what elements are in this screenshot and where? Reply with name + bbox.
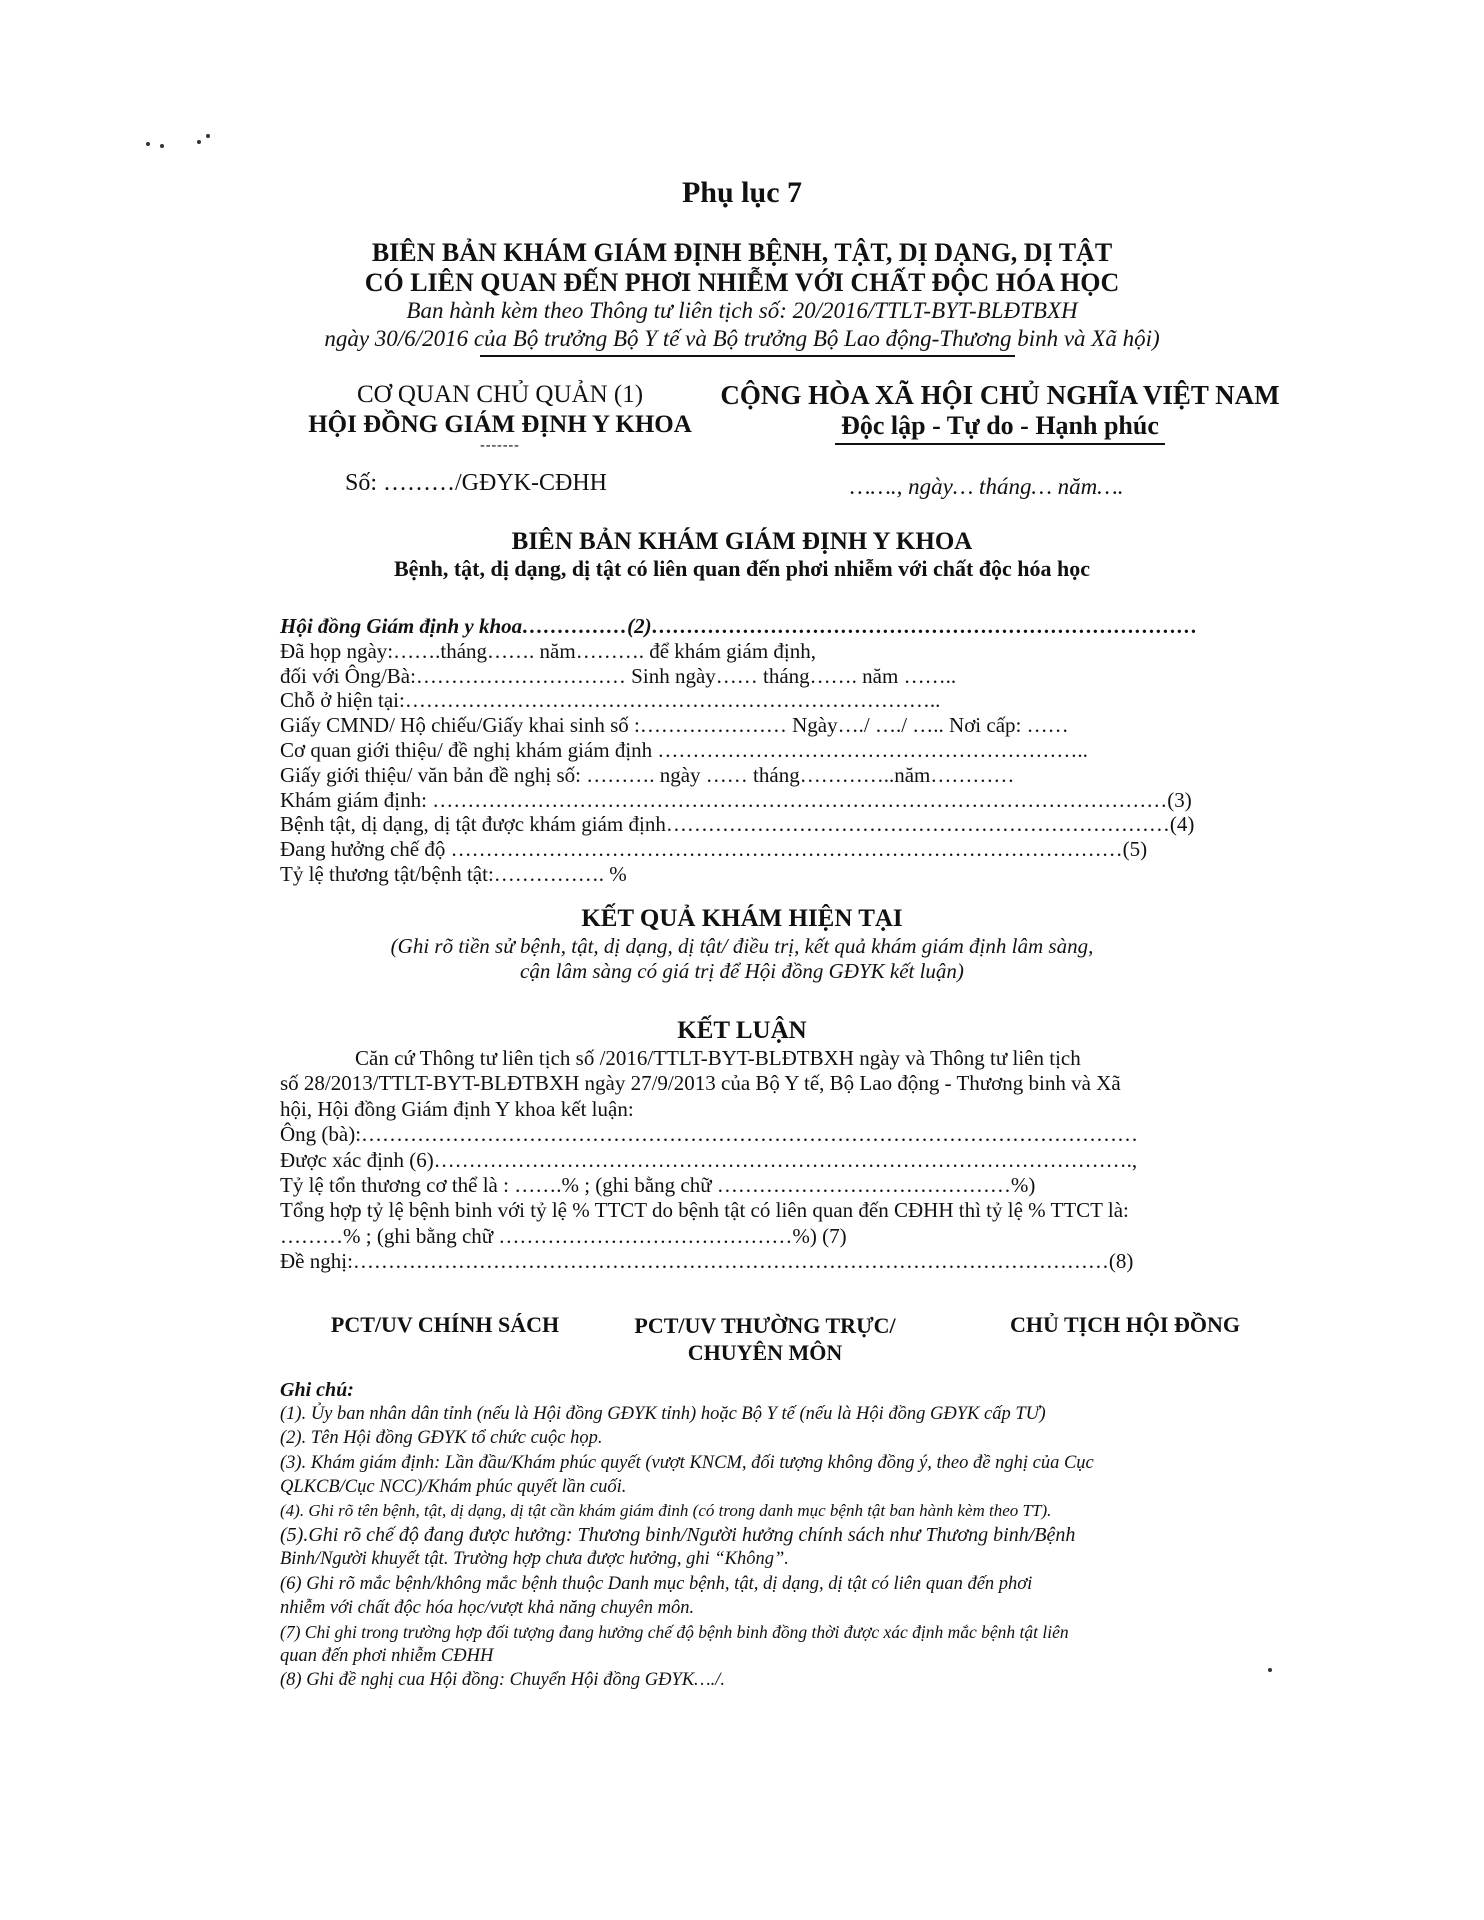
- signature-chairman: CHỦ TỊCH HỘI ĐỒNG: [1009, 1312, 1240, 1337]
- note-item: nhiễm với chất độc hóa học/vượt khả năng chuyên môn.: [280, 1597, 695, 1618]
- current-result-note-line1: (Ghi rõ tiền sử bệnh, tật, dị dạng, dị tật/ điều trị, kết quả khám giám định lâm sàng,: [390, 934, 1094, 958]
- note-item: (3). Khám giám định: Lần đầu/Khám phúc quyết (vượt KNCM, đối tượng không đồng ý, theo đề nghị của Cục: [280, 1452, 1094, 1473]
- scan-speck: [146, 142, 150, 146]
- conclusion-line: hội, Hội đồng Giám định Y khoa kết luận:: [280, 1096, 634, 1121]
- heading-divider: -------: [480, 438, 520, 453]
- conclusion-body-damage-rate: Tỷ lệ tổn thương cơ thể là : …….% ; (ghi bằng chữ ……………………………………%): [280, 1173, 1036, 1198]
- signature-policy: PCT/UV CHÍNH SÁCH: [330, 1312, 560, 1337]
- main-title-line2: CÓ LIÊN QUAN ĐẾN PHƠI NHIỄM VỚI CHẤT ĐỘC HÓA HỌC: [364, 268, 1120, 297]
- current-result-title: KẾT QUẢ KHÁM HIỆN TẠI: [581, 905, 903, 932]
- signature-standing-line1: PCT/UV THƯỜNG TRỰC/: [634, 1313, 896, 1338]
- signature-standing-line2: CHUYÊN MÔN: [687, 1340, 843, 1365]
- conclusion-body: [280, 1046, 1240, 1275]
- notes-section: [280, 1378, 1240, 1693]
- appendix-title: Phụ lục 7: [681, 176, 803, 209]
- note-item: QLKCB/Cục NCC)/Khám phúc quyết lần cuối.: [280, 1476, 627, 1497]
- note-item: quan đến phơi nhiễm CĐHH: [280, 1646, 494, 1667]
- current-result-note: [0, 934, 1484, 984]
- note-item: Binh/Người khuyết tật. Trường hợp chưa được hưởng, ghi “Không”.: [280, 1549, 789, 1570]
- right-heading: [700, 380, 1300, 445]
- notes-title: Ghi chú:: [280, 1379, 354, 1401]
- note-item: (5).Ghi rõ chế độ đang được hưởng: Thương binh/Người hưởng chính sách như Thương binh/Bệnh: [280, 1524, 1076, 1547]
- form-field-person: đối với Ông/Bà:………………………… Sinh ngày…… tháng……. năm ……..: [280, 663, 957, 688]
- signature-standing: [600, 1312, 930, 1366]
- conclusion-title: KẾT LUẬN: [677, 1017, 807, 1044]
- document-number: Số: ………/GĐYK-CĐHH: [345, 470, 608, 496]
- national-motto: Độc lập - Tự do - Hạnh phúc: [835, 411, 1165, 445]
- form-field-conditions: Bệnh tật, dị dạng, dị tật được khám giám định………………………………………………………………(4): [280, 812, 1195, 837]
- form-field-benefit: Đang hưởng chế độ ……………………………………………………………………………………(5): [280, 837, 1148, 862]
- form-field-injury-rate: Tỷ lệ thương tật/bệnh tật:……………. %: [280, 861, 627, 886]
- note-item: (1). Ủy ban nhân dân tỉnh (nếu là Hội đồng GĐYK tỉnh) hoặc Bộ Y tế (nếu là Hội đồng GĐYK cấp TƯ): [280, 1404, 1046, 1425]
- conclusion-line: số 28/2013/TTLT-BYT-BLĐTBXH ngày 27/9/2013 của Bộ Y tế, Bộ Lao động - Thương binh và Xã: [280, 1071, 1121, 1096]
- form-field-meeting-date: Đã họp ngày:…….tháng……. năm………. để khám giám định,: [280, 638, 817, 663]
- council-name: HỘI ĐỒNG GIÁM ĐỊNH Y KHOA: [308, 411, 692, 438]
- note-item: (8) Ghi đề nghị cua Hội đồng: Chuyển Hội đồng GĐYK…./.: [280, 1670, 725, 1691]
- form-field-id-document: Giấy CMND/ Hộ chiếu/Giấy khai sinh số :………………… Ngày…./ …./ ….. Nơi cấp: ……: [280, 713, 1069, 738]
- scan-speck: [206, 134, 210, 138]
- form-fields: [280, 614, 1240, 887]
- note-item: (4). Ghi rõ tên bệnh, tật, dị dạng, dị tật cần khám giám đinh (có trong danh mục bệnh tật ban hành kèm theo TT).: [280, 1501, 1052, 1521]
- main-title-line1: BIÊN BẢN KHÁM GIÁM ĐỊNH BỆNH, TẬT, DỊ DẠNG, DỊ TẬT: [371, 238, 1113, 267]
- note-item: (2). Tên Hội đồng GĐYK tổ chức cuộc họp.: [280, 1428, 603, 1449]
- conclusion-person: Ông (bà):…………………………………………………………………………………………………: [280, 1122, 1139, 1147]
- left-heading: [280, 380, 720, 440]
- record-title: BIÊN BẢN KHÁM GIÁM ĐỊNH Y KHOA: [511, 528, 973, 555]
- conclusion-determined: Được xác định (6)……………………………………………………………………………………….,: [280, 1147, 1138, 1172]
- conclusion-combined-rate: Tổng hợp tỷ lệ bệnh binh với tỷ lệ % TTCT do bệnh tật có liên quan đến CĐHH thì tỷ lệ % TTCT là:: [280, 1198, 1129, 1223]
- agency-name: CƠ QUAN CHỦ QUẢN (1): [356, 381, 644, 408]
- issued-line2: ngày 30/6/2016 của Bộ trưởng Bộ Y tế và Bộ trưởng Bộ Lao động-Thương binh và Xã hội): [324, 326, 1160, 351]
- issued-line1: Ban hành kèm theo Thông tư liên tịch số: 20/2016/TTLT-BYT-BLĐTBXH: [406, 298, 1078, 323]
- conclusion-recommendation: Đề nghị:………………………………………………………………………………………………(8): [280, 1249, 1134, 1274]
- conclusion-combined-rate-value: ………% ; (ghi bằng chữ ……………………………………%) (7): [280, 1223, 847, 1248]
- divider-line: [480, 355, 1015, 357]
- form-field-council: Hội đồng Giám định y khoa……………(2)……………………………………………………………………: [280, 614, 1198, 638]
- scan-speck: [1268, 1668, 1272, 1672]
- note-item: (6) Ghi rõ mắc bệnh/không mắc bệnh thuộc Danh mục bệnh, tật, dị dạng, dị tật có liên quan đến phơi: [280, 1573, 1033, 1594]
- country-name: CỘNG HÒA XÃ HỘI CHỦ NGHĨA VIỆT NAM: [720, 380, 1280, 410]
- note-item: (7) Chỉ ghi trong trường hợp đối tượng đang hưởng chế độ bệnh binh đồng thời được xác định mắc bệnh tật liên: [280, 1622, 1069, 1643]
- form-field-referral-letter: Giấy giới thiệu/ văn bản đề nghị số: ………. ngày …… tháng…………..năm…………: [280, 762, 1015, 787]
- record-subtitle: Bệnh, tật, dị dạng, dị tật có liên quan đến phơi nhiễm với chất độc hóa học: [393, 556, 1091, 581]
- form-field-exam-type: Khám giám định: ……………………………………………………………………………………………(3): [280, 787, 1192, 812]
- form-field-residence: Chỗ ở hiện tại:…………………………………………………………………..: [280, 688, 941, 713]
- scan-speck: [197, 140, 201, 144]
- form-field-referring-agency: Cơ quan giới thiệu/ đề nghị khám giám định ……………………………………………………..: [280, 737, 1088, 762]
- conclusion-line: Căn cứ Thông tư liên tịch số /2016/TTLT-BYT-BLĐTBXH ngày và Thông tư liên tịch: [355, 1046, 1081, 1070]
- scan-speck: [160, 144, 164, 148]
- date-line: ……., ngày… tháng… năm….: [850, 474, 1124, 499]
- current-result-note-line2: cận lâm sàng có giá trị để Hội đồng GĐYK kết luận): [520, 959, 964, 983]
